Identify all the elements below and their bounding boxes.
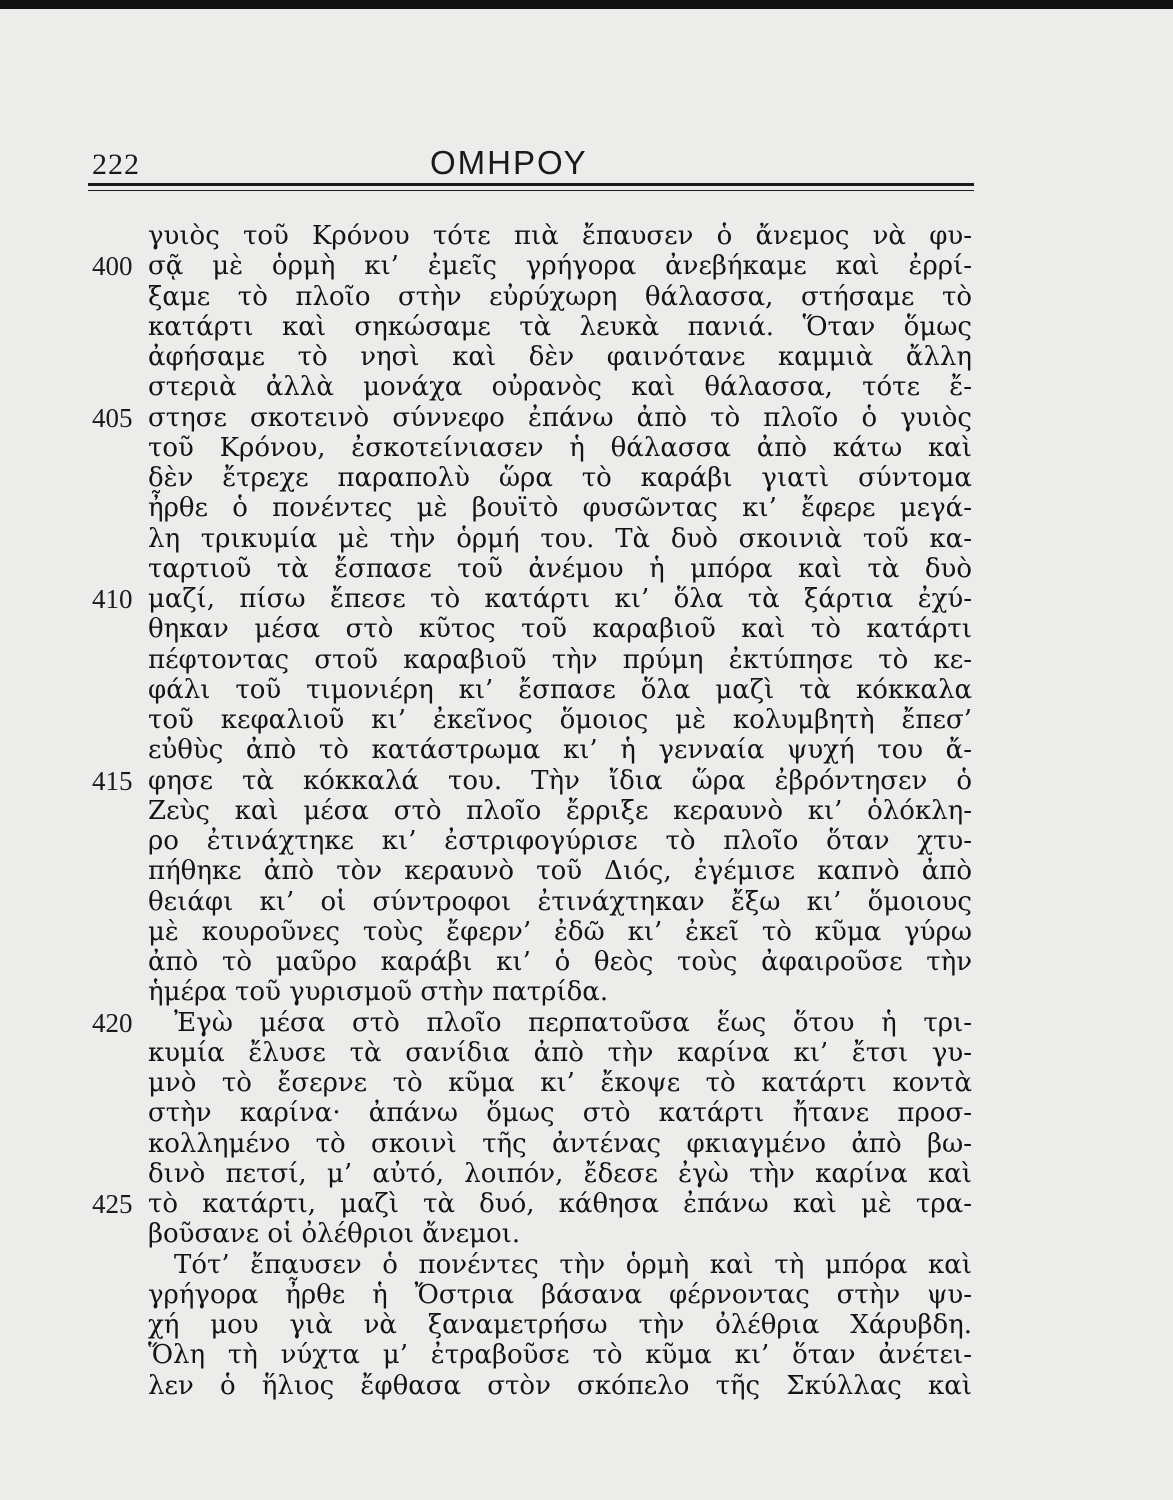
line-text: τοῦ κεφαλιοῦ κι’ ἐκεῖνος ὅμοιος μὲ κολυμβητὴ ἔπεσ’ xyxy=(148,705,972,735)
line-text: μαζί, πίσω ἔπεσε τὸ κατάρτι κι’ ὅλα τὰ ξάρτια ἐχύ- xyxy=(148,584,972,614)
line-text: στεριὰ ἀλλὰ μονάχα οὐρανὸς καὶ θάλασσα, τότε ἔ- xyxy=(148,372,972,403)
line-text: γυιὸς τοῦ Κρόνου τότε πιὰ ἔπαυσεν ὁ ἄνεμος νὰ φυ- xyxy=(148,221,972,251)
line-text: μνὸ τὸ ἔσερνε τὸ κῦμα κι’ ἔκοψε τὸ κατάρτι κοντὰ xyxy=(148,1068,972,1098)
line-text: μὲ κουροῦνες τοὺς ἔφερν’ ἐδῶ κι’ ἐκεῖ τὸ κῦμα γύρω xyxy=(148,916,972,947)
line-text: ταρτιοῦ τὰ ἔσπασε τοῦ ἀνέμου ἡ μπόρα καὶ τὰ δυὸ xyxy=(148,553,972,584)
line-text: στὴν καρίνα· ἀπάνω ὅμως στὸ κατάρτι ἤτανε προσ- xyxy=(148,1098,972,1129)
page-number: 222 xyxy=(92,148,140,181)
header-rule-thin xyxy=(88,190,974,191)
line-number: 425 xyxy=(92,1189,133,1219)
line-text: Ζεὺς καὶ μέσα στὸ πλοῖο ἔρριξε κεραυνὸ κι’ ὁλόκλη- xyxy=(148,795,972,826)
line-text: τὸ κατάρτι, μαζὶ τὰ δυό, κάθησα ἐπάνω καὶ μὲ τρα- xyxy=(148,1189,972,1219)
line-text: δὲν ἔτρεχε παραπολὺ ὥρα τὸ καράβι γιατὶ σύντομα xyxy=(148,463,972,493)
line-text: κολλημένο τὸ σκοινὶ τῆς ἀντένας φκιαγμένο ἀπὸ βω- xyxy=(148,1128,972,1159)
header-rule xyxy=(88,183,974,186)
line-text: τοῦ Κρόνου, ἐσκοτείνιασεν ἡ θάλασσα ἀπὸ κάτω καὶ xyxy=(148,432,972,463)
line-text: πέφτοντας στοῦ καραβιοῦ τὴν πρύμη ἐκτύπησε τὸ κε- xyxy=(148,644,972,675)
line-text: στησε σκοτεινὸ σύννεφο ἐπάνω ἀπὸ τὸ πλοῖο ὁ γυιὸς xyxy=(148,402,972,433)
line-text: ἀφήσαμε τὸ νησὶ καὶ δὲν φαινότανε καμμιὰ ἄλλη xyxy=(148,342,972,372)
line-text: γρήγορα ἦρθε ἡ Ὄστρια βάσανα φέρνοντας στὴν ψυ- xyxy=(148,1279,972,1310)
line-text: Τότ’ ἔπαυσεν ὁ πονέντες τὴν ὁρμὴ καὶ τὴ μπόρα καὶ xyxy=(174,1249,972,1280)
line-text: πήθηκε ἀπὸ τὸν κεραυνὸ τοῦ Διός, ἐγέμισε καπνὸ ἀπὸ xyxy=(148,856,972,887)
line-text: Ἐγὼ μέσα στὸ πλοῖο περπατοῦσα ἕως ὅτου ἡ τρι- xyxy=(174,1007,972,1038)
line-text: κατάρτι καὶ σηκώσαμε τὰ λευκὰ πανιά. Ὅταν ὅμως xyxy=(148,311,972,342)
line-text: δινὸ πετσί, μ’ αὐτό, λοιπόν, ἔδεσε ἐγὼ τὴν καρίνα καὶ xyxy=(148,1158,972,1189)
line-text: χή μου γιὰ νὰ ξαναμετρήσω τὴν ὀλέθρια Χάρυβδη. xyxy=(148,1310,972,1340)
line-text: θειάφι κι’ οἱ σύντροφοι ἐτινάχτηκαν ἔξω κι’ ὅμοιους xyxy=(148,886,972,917)
line-text: κυμία ἔλυσε τὰ σανίδια ἀπὸ τὴν καρίνα κι’ ἔτσι γυ- xyxy=(148,1037,972,1068)
line-text: εὐθὺς ἀπὸ τὸ κατάστρωμα κι’ ἡ γενναία ψυχή του ἄ- xyxy=(148,735,972,766)
line-text: σᾷ μὲ ὁρμὴ κι’ ἐμεῖς γρήγορα ἀνεβήκαμε καὶ ἐρρί- xyxy=(148,251,972,282)
line-text: ἀπὸ τὸ μαῦρο καράβι κι’ ὁ θεὸς τοὺς ἀφαιροῦσε τὴν xyxy=(148,947,972,977)
text-line xyxy=(92,1366,992,1406)
line-number: 420 xyxy=(92,1007,133,1038)
line-number: 410 xyxy=(92,584,133,614)
line-number: 405 xyxy=(92,402,133,433)
line-text: ρο ἐτινάχτηκε κι’ ἐστριφογύρισε τὸ πλοῖο ὅταν χτυ- xyxy=(148,826,972,856)
line-text: βοῦσανε οἱ ὀλέθριοι ἄνεμοι. xyxy=(148,1219,521,1250)
line-text: Ὅλη τὴ νύχτα μ’ ἐτραβοῦσε τὸ κῦμα κι’ ὅταν ἀνέτει- xyxy=(148,1340,972,1371)
running-head: ΟΜΗΡΟΥ xyxy=(430,144,588,181)
line-text: ξαμε τὸ πλοῖο στὴν εὐρύχωρη θάλασσα, στήσαμε τὸ xyxy=(148,281,972,312)
line-text: φησε τὰ κόκκαλά του. Τὴν ἴδια ὥρα ἐβρόντησεν ὁ xyxy=(148,765,972,796)
line-text: φάλι τοῦ τιμονιέρη κι’ ἔσπασε ὅλα μαζὶ τὰ κόκκαλα xyxy=(148,674,972,705)
line-text: λεν ὁ ἥλιος ἔφθασα στὸν σκόπελο τῆς Σκύλλας καὶ xyxy=(148,1370,972,1401)
line-text: λη τρικυμία μὲ τὴν ὁρμή του. Τὰ δυὸ σκοινιὰ τοῦ κα- xyxy=(148,523,972,554)
line-number: 400 xyxy=(92,251,133,282)
line-text: θηκαν μέσα στὸ κῦτος τοῦ καραβιοῦ καὶ τὸ κατάρτι xyxy=(148,614,972,645)
line-text: ἦρθε ὁ πονέντες μὲ βουϊτὸ φυσῶντας κι’ ἔφερε μεγά- xyxy=(148,493,972,524)
line-text: ἡμέρα τοῦ γυρισμοῦ στὴν πατρίδα. xyxy=(148,977,609,1008)
line-number: 415 xyxy=(92,765,133,796)
